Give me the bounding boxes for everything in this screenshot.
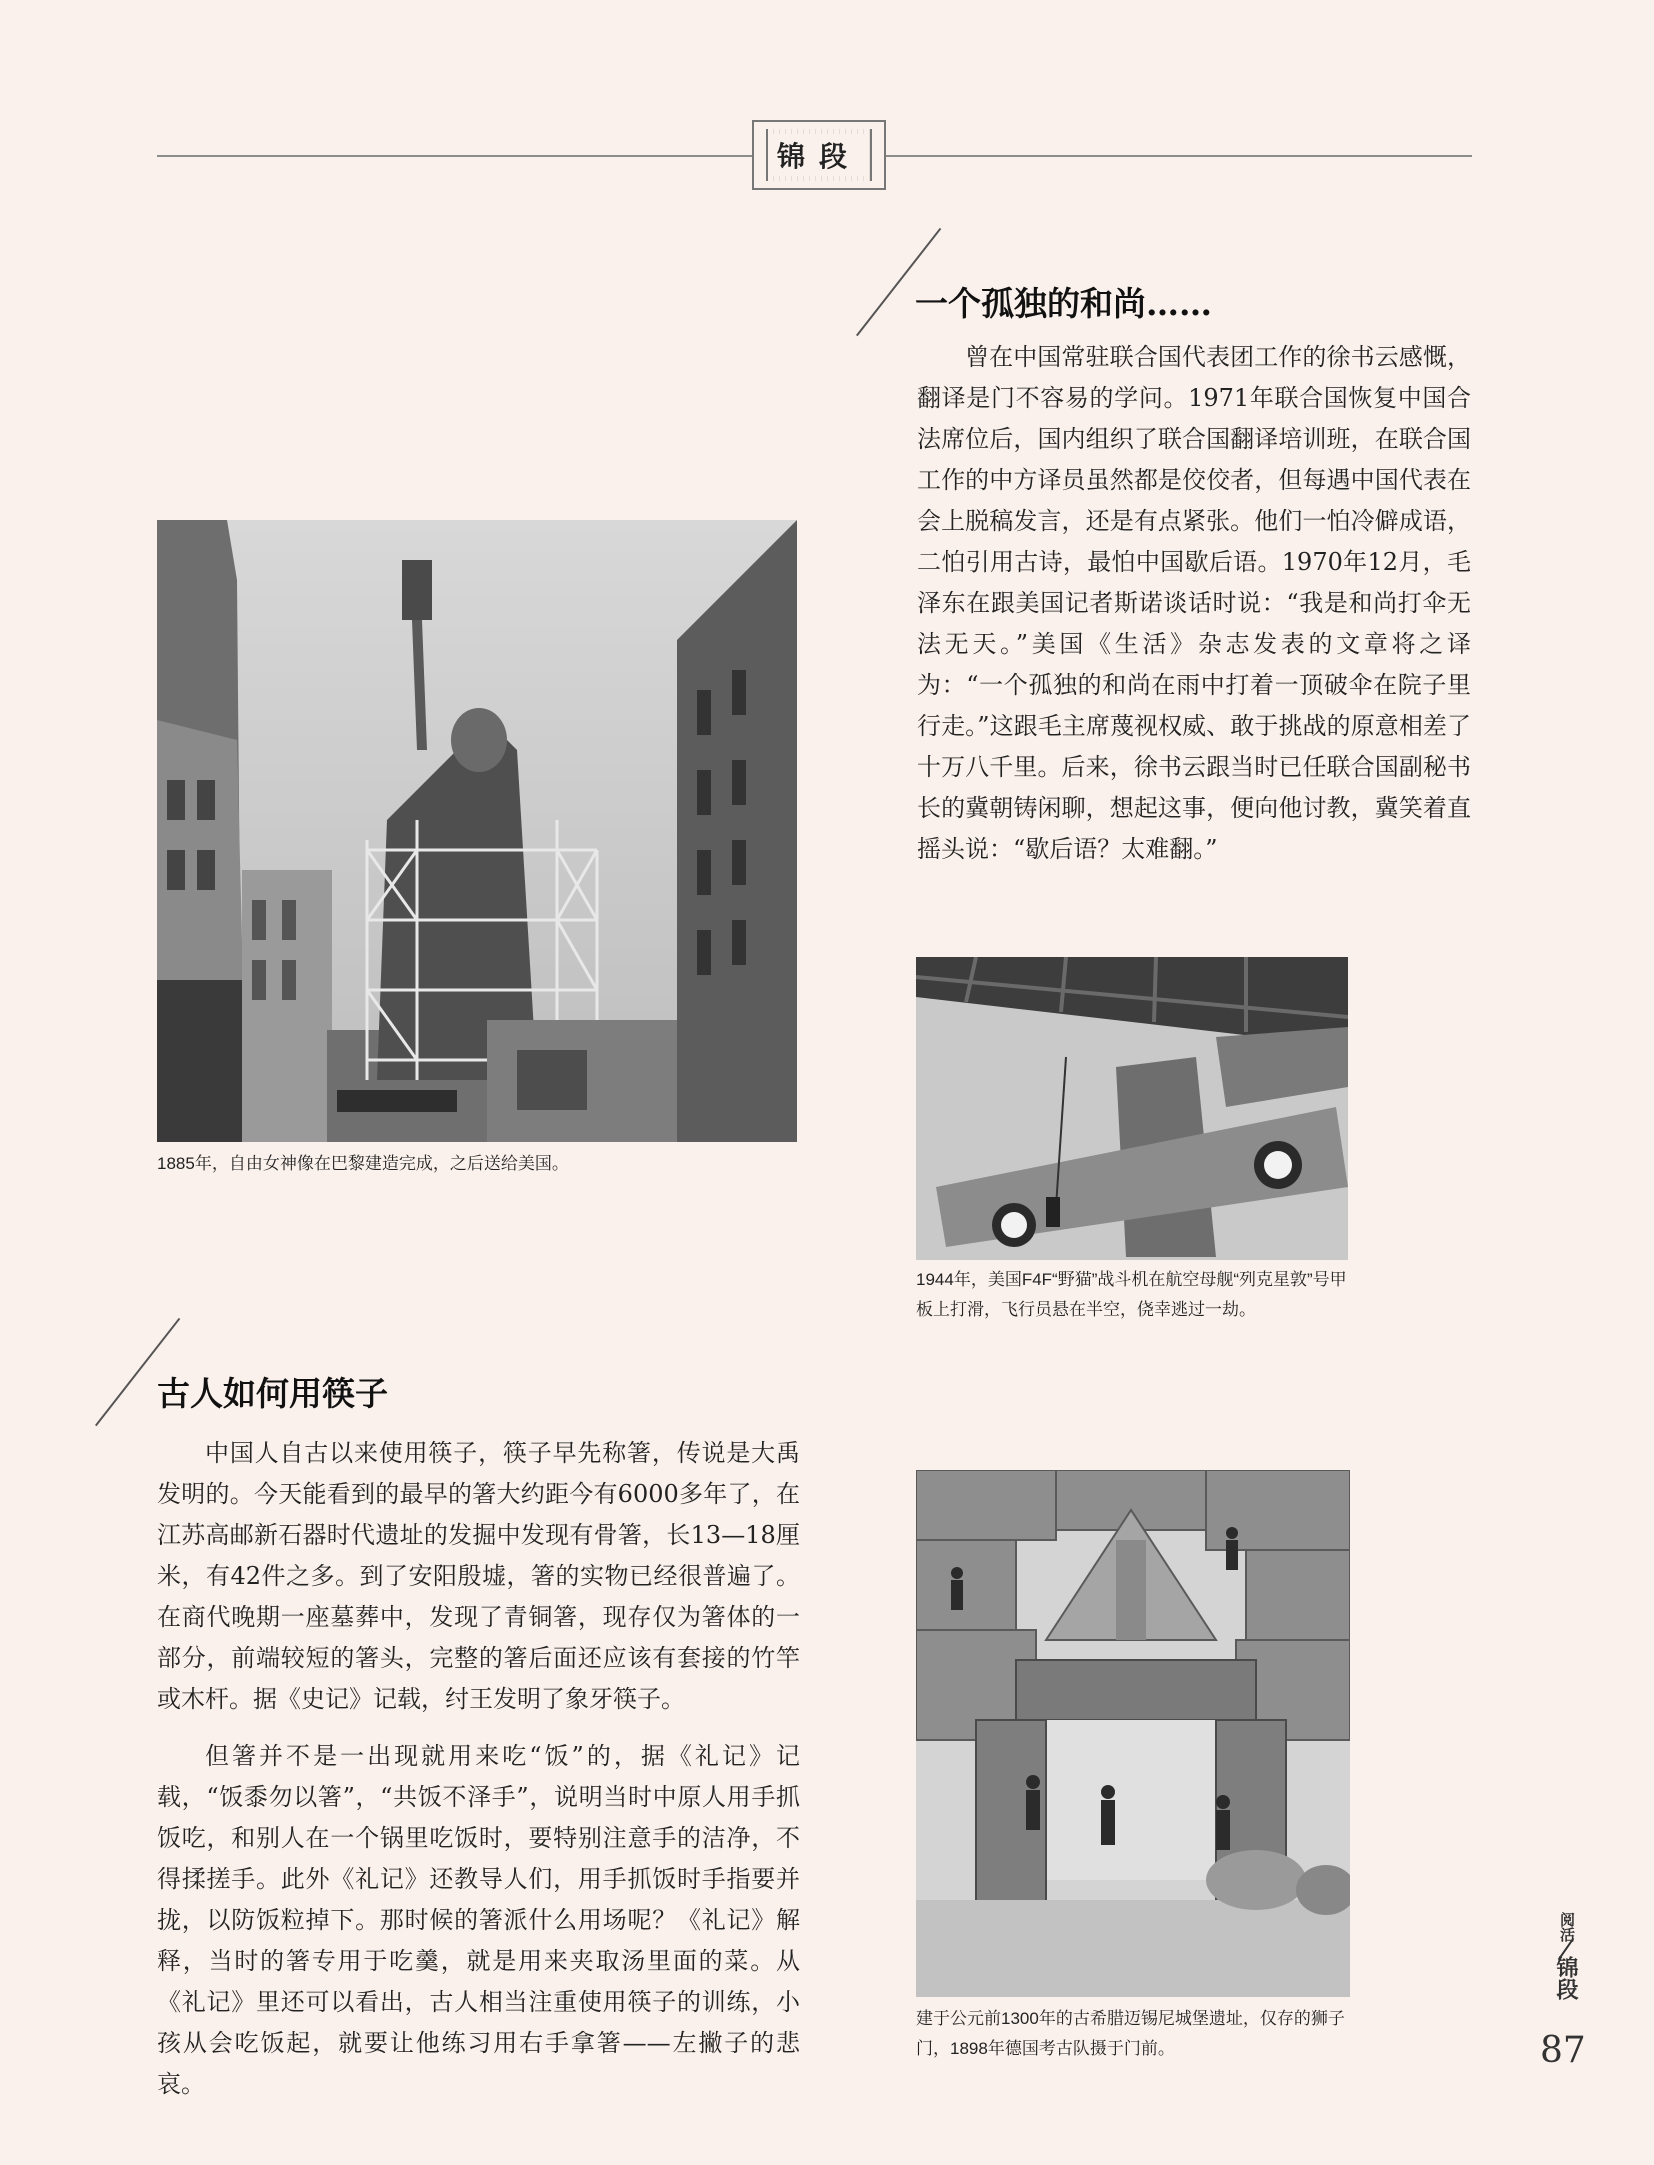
article1-paragraph: 曾在中国常驻联合国代表团工作的徐书云感慨，翻译是门不容易的学问。1971年联合国恢复中国合法席位后，国内组织了联合国翻译培训班，在联合国工作的中方译员虽然都是佼佼者，但每遇中国代表在会上脱稿发言，还是有点紧张。他们一怕冷僻成语，二怕引用古诗，最怕中国歇后语。1970年12月，毛泽东在跟美国记者斯诺谈话时说：“我是和尚打伞无法无天。”美国《生活》杂志发表的文章将之译为：“一个孤独的和尚在雨中打着一顶破伞在院子里行走。”这跟毛主席蔑视权威、敢于挑战的原意相差了十万八千里。后来，徐书云跟当时已任联合国副秘书长的冀朝铸闲聊，想起这事，便向他讨教，冀笑着直摇头说：“歇后语？太难翻。”: [917, 343, 1471, 863]
statue-of-liberty-photo: [157, 520, 797, 1142]
gate-photo-caption: 建于公元前1300年的古希腊迈锡尼城堡遗址，仅存的狮子门，1898年德国考古队摄于门前。: [916, 2009, 1345, 2058]
header-rule-right: [886, 155, 1472, 157]
statue-photo-caption: 1885年，自由女神像在巴黎建造完成，之后送给美国。: [157, 1154, 569, 1173]
article1-title: 一个孤独的和尚……: [915, 284, 1212, 323]
article2-body: [157, 1433, 800, 2121]
article2-title: 古人如何用筷子: [157, 1374, 388, 1413]
article2-paragraph: 但箸并不是一出现就用来吃“饭”的，据《礼记》记载，“饭黍勿以箸”，“共饭不泽手”，说明当时中原人用手抓饭吃，和别人在一个锅里吃饭时，要特别注意手的洁净，不得揉搓手。此外《礼记》还教导人们，用手抓饭时手指要并拢，以防饭粒掉下。那时候的箸派什么用场呢？《礼记》解释，当时的箸专用于吃羹，就是用来夹取汤里面的菜。从《礼记》里还可以看出，古人相当注重使用筷子的训练，小孩从会吃饭起，就要让他练习用右手拿箸——左撇子的悲哀。: [157, 1742, 800, 2098]
magazine-tag-top: 阅活: [1558, 1912, 1575, 1942]
magazine-tag: [1546, 1912, 1586, 2000]
section-label-box: [752, 120, 886, 190]
magazine-tag-bottom: 锦段: [1554, 1956, 1579, 2000]
article1-body: [917, 337, 1471, 886]
article2-paragraph: 中国人自古以来使用筷子，筷子早先称箸，传说是大禹发明的。今天能看到的最早的箸大约距今有6000多年了，在江苏高邮新石器时代遗址的发掘中发现有骨箸，长13—18厘米，有42件之多。到了安阳殷墟，箸的实物已经很普遍了。在商代晚期一座墓葬中，发现了青铜箸，现存仅为箸体的一部分，前端较短的箸头，完整的箸后面还应该有套接的竹竿或木杆。据《史记》记载，纣王发明了象牙筷子。: [157, 1439, 800, 1713]
header-rule-left: [157, 155, 752, 157]
fighter-plane-photo: [916, 957, 1348, 1260]
section-label: 锦段: [772, 134, 866, 176]
plane-photo-caption: 1944年，美国F4F“野猫”战斗机在航空母舰“列克星敦”号甲板上打滑，飞行员悬在半空，侥幸逃过一劫。: [916, 1270, 1347, 1319]
page-number: 87: [1540, 2030, 1586, 2071]
lion-gate-photo: [916, 1470, 1350, 1997]
